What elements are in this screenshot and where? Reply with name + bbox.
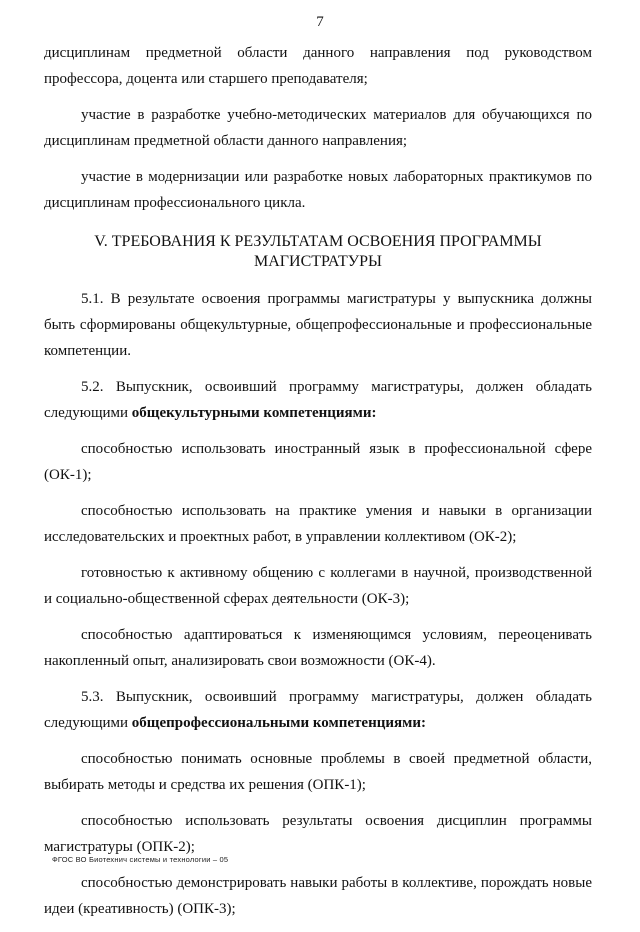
paragraph-5-3: [44, 684, 592, 736]
footer-note: ФГОС ВО Биотехнич системы и технологии – 05: [52, 855, 229, 864]
competence-ok-1: способностью использовать иностранный язык в профессиональной сфере (ОК-1);: [44, 441, 592, 483]
competence-ok-2: способностью использовать на практике умения и навыки в организации исследовательских и проектных работ, в управлении коллективом (ОК-2);: [44, 503, 592, 545]
paragraph-5-2-text: 5.2. Выпускник, освоивший программу магистратуры, должен обладать следующими: [44, 379, 592, 421]
page-number: 7: [316, 14, 324, 30]
paragraph-5-3-text: 5.3. Выпускник, освоивший программу магистратуры, должен обладать следующими: [44, 689, 592, 731]
paragraph-5-2: [44, 374, 592, 426]
paragraph-5-1: 5.1. В результате освоения программы магистратуры у выпускника должны быть сформированы общекультурные, общепрофессиональные и профессиональные компетенции.: [44, 291, 592, 359]
paragraph-continuation: дисциплинам предметной области данного направления под руководством профессора, доцента или старшего преподавателя;: [44, 45, 592, 87]
competence-opk-2: способностью использовать результаты освоения дисциплин программы магистратуры (ОПК-2);: [44, 813, 592, 855]
competence-ok-3: готовностью к активному общению с коллегами в научной, производственной и социально-общественной сферах деятельности (ОК-3);: [44, 565, 592, 607]
section-heading: V. ТРЕБОВАНИЯ К РЕЗУЛЬТАТАМ ОСВОЕНИЯ ПРОГРАММЫ МАГИСТРАТУРЫ: [94, 233, 542, 270]
competence-opk-1: способностью понимать основные проблемы в своей предметной области, выбирать методы и средства их решения (ОПК-1);: [44, 751, 592, 793]
competence-ok-4: способностью адаптироваться к изменяющимся условиям, переоценивать накопленный опыт, анализировать свои возможности (ОК-4).: [44, 627, 592, 669]
paragraph-teaching-materials: участие в разработке учебно-методических материалов для обучающихся по дисциплинам предметной области данного направления;: [44, 107, 592, 149]
general-professional-competences-label: общепрофессиональными компетенциями:: [131, 715, 426, 731]
competence-opk-3: способностью демонстрировать навыки работы в коллективе, порождать новые идеи (креативность) (ОПК-3);: [44, 875, 592, 917]
document-body: [44, 40, 592, 932]
paragraph-lab-modernization: участие в модернизации или разработке новых лабораторных практикумов по дисциплинам профессионального цикла.: [44, 169, 592, 211]
general-cultural-competences-label: общекультурными компетенциями:: [131, 405, 377, 421]
